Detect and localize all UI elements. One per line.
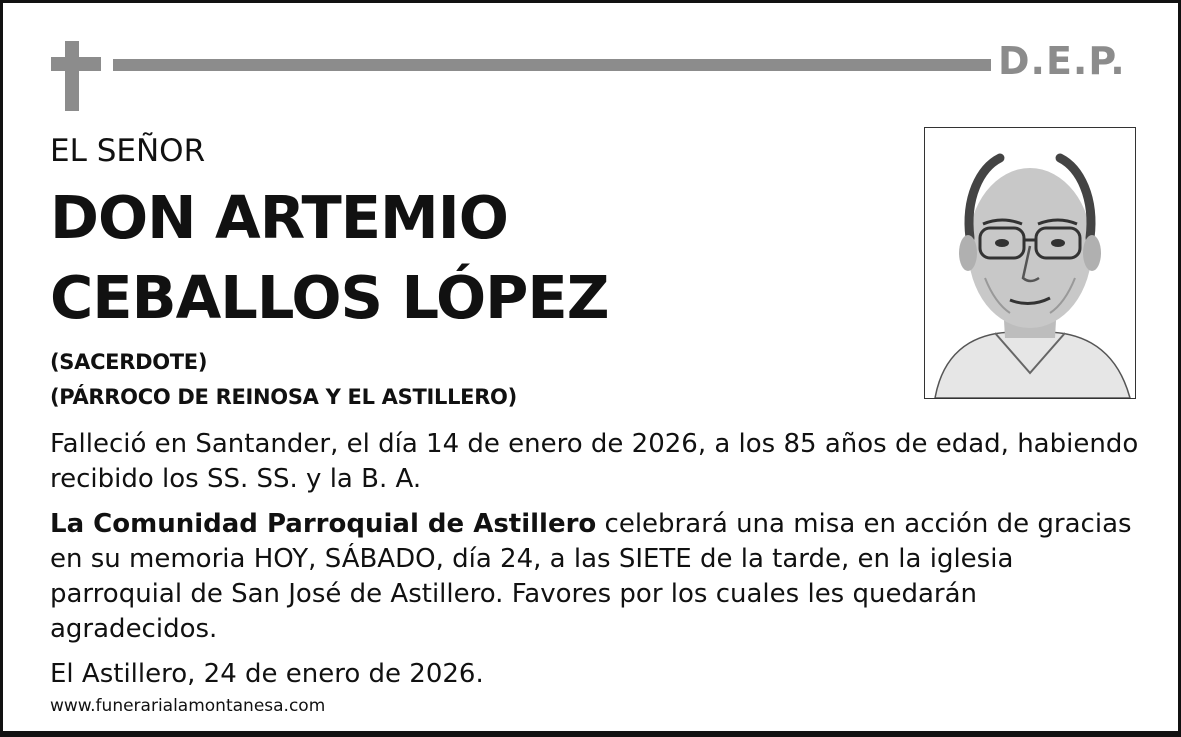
role-line-2: (PÁRROCO DE REINOSA Y EL ASTILLERO) bbox=[50, 385, 517, 409]
portrait-photo bbox=[924, 127, 1136, 399]
mass-notice-text: celebrará una misa en acción de gracias en su memoria HOY, SÁBADO, día 24, a las SIETE de la tarde, en la iglesia parroquial de San José de Astillero. Favores por los cuales les quedarán agradecidos. bbox=[50, 509, 1132, 644]
role-line-1: (SACERDOTE) bbox=[50, 350, 208, 374]
name-line-2: CEBALLOS LÓPEZ bbox=[50, 263, 609, 332]
header-rule bbox=[113, 59, 991, 71]
name-line-1: DON ARTEMIO bbox=[50, 183, 508, 252]
organizer-name: La Comunidad Parroquial de Astillero bbox=[50, 509, 597, 539]
cross-horizontal-bar bbox=[51, 57, 101, 71]
death-notice: Falleció en Santander, el día 14 de enero de 2026, a los 85 años de edad, habiendo recibido los SS. SS. y la B. A. bbox=[50, 429, 1139, 494]
cross-vertical-bar bbox=[65, 41, 79, 111]
honorific: EL SEÑOR bbox=[50, 133, 206, 169]
place-date: El Astillero, 24 de enero de 2026. bbox=[50, 659, 484, 689]
mass-notice bbox=[50, 507, 1140, 647]
dep-label: D.E.P. bbox=[998, 39, 1126, 83]
portrait-illustration bbox=[925, 128, 1135, 398]
website-link[interactable]: www.funerarialamontanesa.com bbox=[50, 696, 326, 716]
